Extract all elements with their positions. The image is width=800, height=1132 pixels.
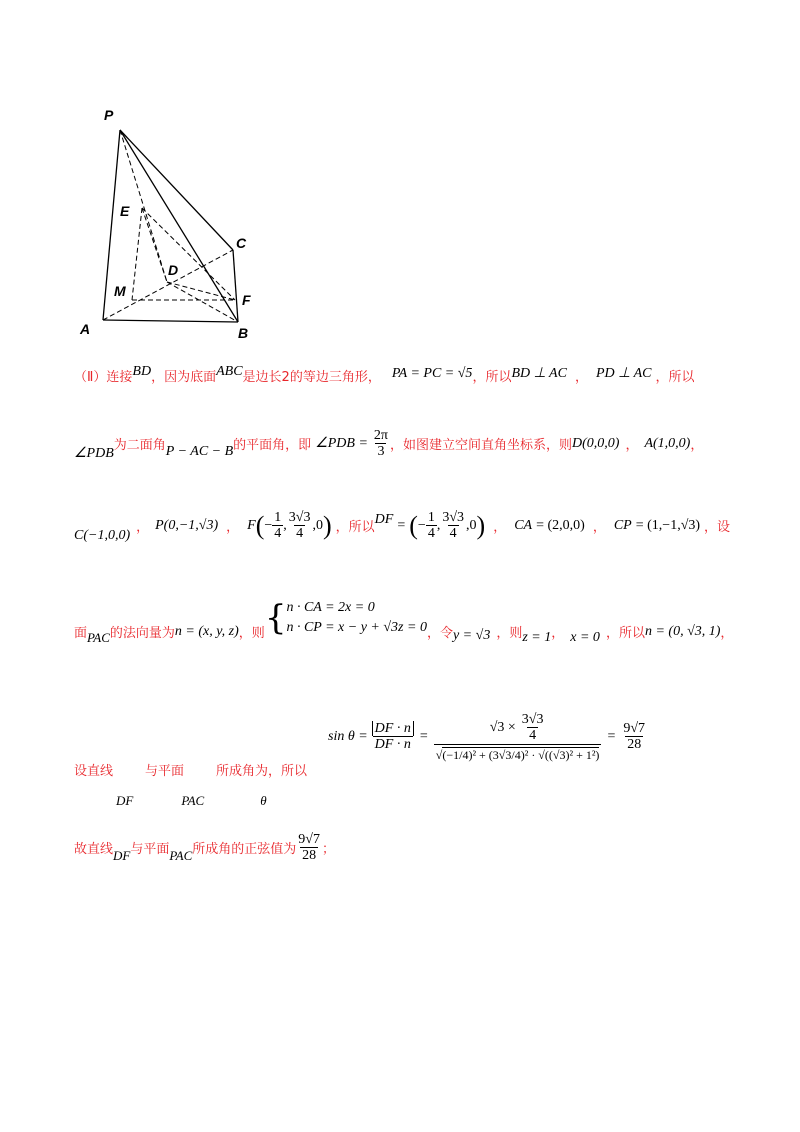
edge-PC [120,130,233,250]
line-4 [74,597,734,645]
denominator: 28 [627,737,642,753]
math-DF: DF [113,847,131,863]
text: 所成角为 [216,764,269,779]
pyramid-figure [70,100,280,340]
numerator: 2π [373,428,388,443]
text: 是边长2的等边三角形， [242,370,381,385]
math-ABC: ABC [216,364,243,379]
text: ，所以 [268,764,308,779]
denominator: √(−1/4)² + (3√3/4)² · √((√3)² + 1²) [434,744,602,762]
text: ， [493,520,507,536]
fraction [272,510,283,542]
math-P: P(0,−1,√3) [155,517,219,533]
math-DF: DF [116,793,134,808]
label-F: F [242,292,251,308]
numerator: 3√3 [288,510,311,525]
text: ，所以 [655,370,695,385]
math-y: y = √3 [452,627,491,643]
equation-1: n · CA = 2x = 0 [286,600,375,615]
text: ，所以 [335,520,375,536]
math-pdb: ∠PDB [74,446,114,462]
denominator: 4 [427,526,435,542]
text: 所成角的正弦值为 [192,842,297,858]
brace: { [264,597,287,638]
denominator: 4 [274,526,282,542]
fraction-result [621,721,647,753]
text: ， [551,626,565,642]
text: ， [136,520,150,536]
math-F: F [247,517,256,533]
term: √3 × [489,720,516,736]
text: ； [321,842,335,858]
math-tail: ,0 [312,517,323,533]
math-PAC: PAC [169,847,193,863]
vector-DF: DF [374,511,394,527]
vector-CP: CP [613,517,632,533]
math-n: n = (x, y, z) [174,623,239,639]
label-B: B [238,325,249,340]
text: ，因为底面 [151,370,217,385]
math-pa-pc: PA = PC = √5 [391,366,473,381]
math-C: C(−1,0,0) [74,527,131,543]
line-6 [74,832,335,864]
line-2 [74,428,703,460]
text: ， [592,520,606,536]
line-1 [74,366,694,386]
label-C: C [236,235,247,251]
math-PAC: PAC [181,793,205,808]
text: ，则 [496,626,523,642]
math-CP-value: = (1,−1,√3) [635,517,701,533]
denominator: 4 [529,728,537,744]
math-bd-ac: BD ⊥ AC [511,366,567,381]
text: 为二面角 [113,438,166,454]
equals: = [397,517,406,533]
math-x: x = 0 [570,629,600,645]
math-n-value: n = (0, √3, 1) [644,623,721,639]
math-PAC: PAC [87,629,110,645]
numerator: DF · n [372,721,414,736]
numerator: 1 [427,510,435,525]
math-pdb2: ∠PDB = [315,436,368,452]
label-A: A [80,321,91,337]
fraction-answer [296,832,322,864]
math-D: D(0,0,0) [572,435,620,451]
numerator: 3√3 [442,510,465,525]
line-5-subs [116,790,267,809]
label-P: P [104,107,114,123]
math-BD: BD [132,364,152,379]
fraction [520,712,546,744]
denominator: 4 [449,526,457,542]
text: ，所以 [472,370,512,385]
equals: = [607,728,616,744]
math-z: z = 1 [522,629,552,645]
denominator: 28 [302,848,317,864]
text: ，所以 [605,626,645,642]
edge-AB [103,320,238,322]
text: ， [574,370,588,385]
denominator: DF · n [374,737,411,753]
paren-right: ) [476,510,486,540]
sine-formula [328,712,647,762]
fraction-abs [372,721,414,753]
text: ，令 [426,626,453,642]
edge-EF [142,208,235,300]
text: 与平面 [145,764,185,779]
label-E: E [120,203,130,219]
text: 与平面 [130,842,170,858]
equation-system [286,598,427,637]
label-D: D [168,262,179,278]
numerator [488,712,548,744]
numerator: 9√7 [298,832,320,847]
paren-left: ( [255,510,265,540]
edge-CB [233,250,238,322]
text: 设直线 [74,764,114,779]
text: （Ⅱ）连接 [74,370,133,385]
math-theta: θ [260,793,267,808]
denominator: 4 [296,526,304,542]
text: 的法向量为 [109,626,175,642]
math-sin: sin θ = [328,728,368,744]
radicand: (−1/4)² + (3√3/4)² · √((√3)² + 1²) [442,747,600,762]
text: ，设 [704,520,731,536]
fraction [426,510,437,542]
fraction-2pi-3 [372,428,390,460]
text: 面 [74,626,88,642]
line-3: C(−1,0,0) ， P(0,−1,√3) ， F ( − $\frac{1}{4}$ , $\frac{3√3}{4}$ ,0 ) ，所以 DF = ( − $\frac{1}{4}$ , $\frac{3√3}{4}$ ,0 ) ， CA = (2,0,0) ， CP = (1,−1,√3) ，设 [74,510,731,543]
text: ，如图建立空间直角坐标系，则 [389,438,572,454]
text: ， [690,438,704,454]
numerator: 3√3 [521,712,544,727]
vector-CA: CA [514,517,533,533]
text: ，则 [238,626,265,642]
text: ， [625,438,639,454]
math-pd-ac: PD ⊥ AC [595,366,652,381]
math-pacb: P − AC − B [165,443,234,459]
text: 的平面角，即 [233,438,312,454]
text: 故直线 [74,842,114,858]
paren-left: ( [409,510,418,540]
paren-right: ) [322,510,332,540]
denominator: 3 [377,444,385,460]
numerator: 9√7 [623,721,646,737]
text: ， [720,626,734,642]
numerator: 1 [274,510,282,525]
text: ， [226,520,240,536]
edge-EM [132,208,142,300]
equation-2: n · CP = x − y + √3z = 0 [286,619,427,635]
math-CA-value: = (2,0,0) [536,517,585,533]
math-tail: ,0 [466,517,477,533]
fraction-main [434,712,602,762]
math-A: A(1,0,0) [644,435,691,451]
label-M: M [114,283,126,299]
edge-ED [142,208,167,282]
edge-DB [167,282,238,322]
edge-PB [120,130,238,322]
fraction [440,510,466,542]
equals: = [419,728,428,744]
fraction [287,510,313,542]
line-5-text [74,760,307,779]
edge-DF [167,282,235,300]
